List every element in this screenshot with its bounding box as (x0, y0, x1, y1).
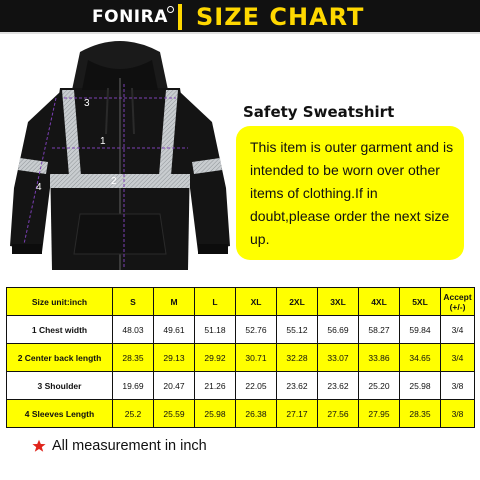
table-cell: 19.69 (113, 372, 154, 400)
table-row (7, 344, 475, 372)
table-cell: 23.62 (277, 372, 318, 400)
row-label: 4 Sleeves Length (7, 400, 113, 428)
table-cell: 25.98 (400, 372, 441, 400)
table-cell: 21.26 (195, 372, 236, 400)
measure-label-2: 2 (111, 176, 117, 187)
size-header-5xl: 5XL (400, 288, 441, 316)
table-cell: 33.07 (318, 344, 359, 372)
star-icon (32, 439, 46, 453)
table-cell: 58.27 (359, 316, 400, 344)
table-cell: 34.65 (400, 344, 441, 372)
size-header-s: S (113, 288, 154, 316)
table-row (7, 316, 475, 344)
accept-header: Accept (+/-) (441, 288, 475, 316)
reflective-chest-band (50, 174, 190, 188)
size-header-m: M (154, 288, 195, 316)
table-cell: 29.13 (154, 344, 195, 372)
brand-logo: FONIRA (92, 7, 168, 27)
table-cell: 22.05 (236, 372, 277, 400)
row-label: 2 Center back length (7, 344, 113, 372)
table-cell: 27.56 (318, 400, 359, 428)
table-cell: 59.84 (400, 316, 441, 344)
table-cell: 25.98 (195, 400, 236, 428)
measure-label-4: 4 (36, 182, 42, 193)
table-cell: 51.18 (195, 316, 236, 344)
measurement-unit-note: All measurement in inch (52, 438, 207, 454)
table-cell: 55.12 (277, 316, 318, 344)
accept-cell: 3/4 (441, 344, 475, 372)
size-chart-table (6, 287, 475, 428)
size-header-2xl: 2XL (277, 288, 318, 316)
table-cell: 23.62 (318, 372, 359, 400)
measure-label-1: 1 (100, 136, 106, 147)
row-label: 3 Shoulder (7, 372, 113, 400)
table-cell: 28.35 (400, 400, 441, 428)
row-label: 1 Chest width (7, 316, 113, 344)
table-cell: 20.47 (154, 372, 195, 400)
size-header-l: L (195, 288, 236, 316)
front-pocket (74, 214, 166, 254)
accept-cell: 3/8 (441, 400, 475, 428)
table-cell: 28.35 (113, 344, 154, 372)
header-divider (0, 32, 480, 34)
table-cell: 33.86 (359, 344, 400, 372)
hoodie-illustration (0, 38, 240, 274)
table-cell: 25.20 (359, 372, 400, 400)
table-row (7, 400, 475, 428)
table-cell: 25.59 (154, 400, 195, 428)
table-cell: 29.92 (195, 344, 236, 372)
fit-note-box (236, 126, 464, 260)
table-cell: 25.2 (113, 400, 154, 428)
fit-note-text: This item is outer garment and is intended to be worn over other items of clothing.If in doubt,please order the next size up. (250, 139, 454, 247)
measure-label-3: 3 (84, 98, 90, 109)
size-header-xl: XL (236, 288, 277, 316)
accept-cell: 3/8 (441, 372, 475, 400)
accept-cell: 3/4 (441, 316, 475, 344)
table-header-row (7, 288, 475, 316)
header-banner (0, 0, 480, 36)
table-cell: 32.28 (277, 344, 318, 372)
table-cell: 52.76 (236, 316, 277, 344)
table-cell: 49.61 (154, 316, 195, 344)
trademark-icon (167, 6, 174, 13)
table-cell: 26.38 (236, 400, 277, 428)
table-cell: 56.69 (318, 316, 359, 344)
size-header-3xl: 3XL (318, 288, 359, 316)
page-title: SIZE CHART (196, 3, 365, 31)
table-cell: 27.17 (277, 400, 318, 428)
header-separator (178, 4, 182, 30)
table-cell: 27.95 (359, 400, 400, 428)
table-cell: 48.03 (113, 316, 154, 344)
size-unit-header: Size unit:inch (7, 288, 113, 316)
size-header-4xl: 4XL (359, 288, 400, 316)
table-cell: 30.71 (236, 344, 277, 372)
table-row (7, 372, 475, 400)
product-name: Safety Sweatshirt (243, 103, 395, 121)
